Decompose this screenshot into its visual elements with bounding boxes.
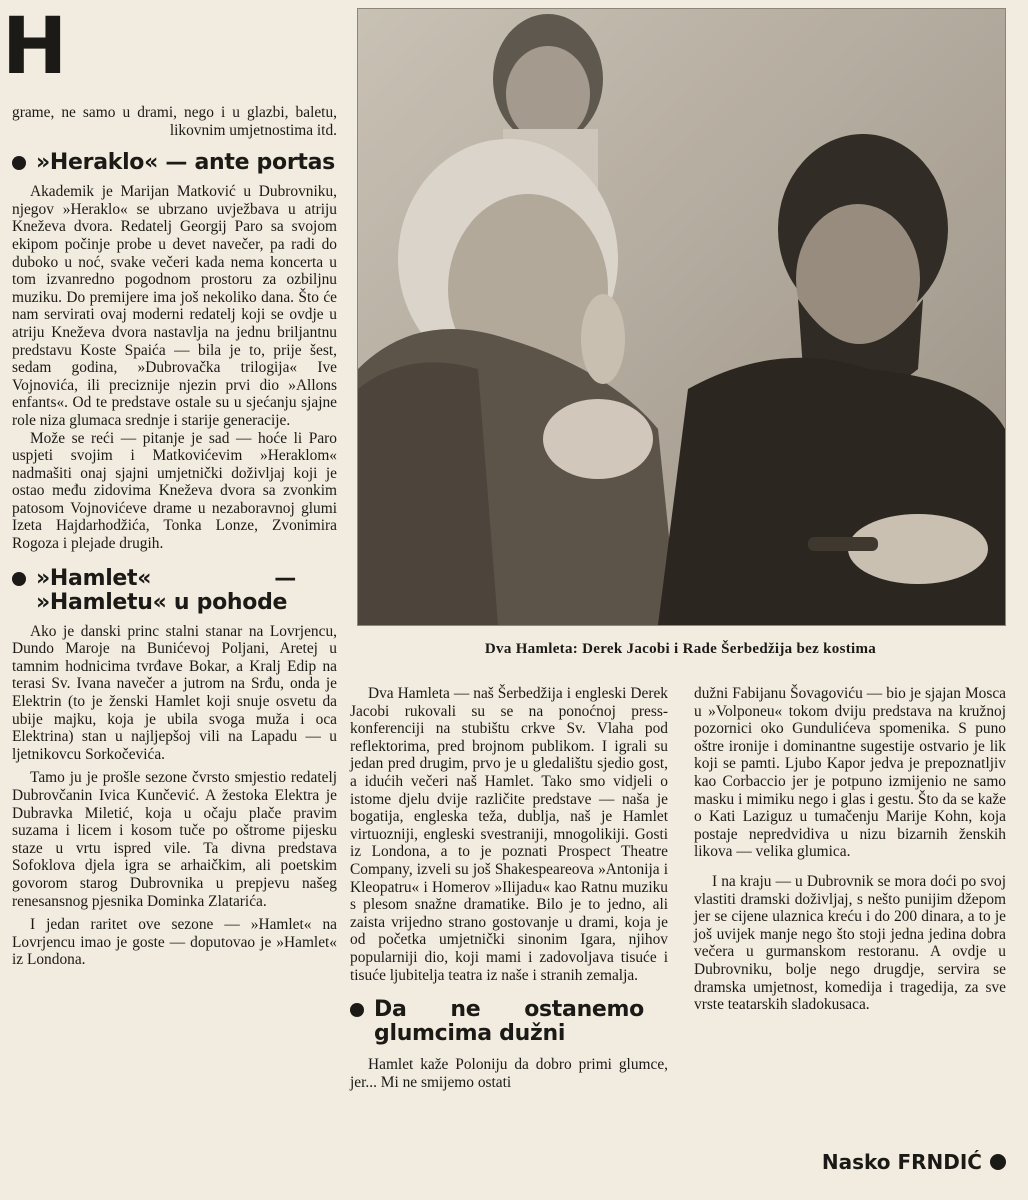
author-signature <box>822 1150 1006 1174</box>
paragraph: Tamo ju je prošle sezone čvrsto smjestio redatelj Dubrovčanin Ivica Kunčević. A žestoka Elektra je Dubravka Miletić, koja u očaju plače pravim suzama i licem i kosom tuče po oštrome pijesku staze u vrtu ispred vile. Ta divna predstava Sofoklova djela igra se arhaičkim, ali poetskim govorom starog Dubrovnika u prepjevu našeg renesansnog pjesnika Dominka Zlatarića. <box>12 769 337 910</box>
paragraph: dužni Fabijanu Šovagoviću — bio je sjajan Mosca u »Volponeu« tokom dviju predstava na kružnoj pozornici oko Gundulićeva spomenika. S puno oštre ironije i dominantne sugestije ostvario je lik koji se pamti. Ljubo Kapor jedva je prepoznatljiv kao Corbaccio jer je potpuno izmijenio ne samo masku i mimiku nego i glas i gestu. Što da se kaže o Kati Laziguz u tumačenju Marije Kohn, koja postaje nepredvidiva u nizu bizarnih ženskih likova — velika glumica. <box>694 685 1006 861</box>
photo-image <box>358 9 1005 625</box>
paragraph: Može se reći — pitanje je sad — hoće li Paro uspjeti svojim i Matkovićevim »Heraklom« nadmašiti onaj sjajni umjetnički doživljaj koji je ostao među zidovima Kneževa dvora sa zvonkim patosom Vojnovićeve drame u nezaboravnoj glumi Izeta Hajdarhodžića, Tonka Lonze, Zvonimira Rogoza i plejade drugih. <box>12 429 337 553</box>
bullet-icon <box>990 1154 1006 1170</box>
bullet-icon <box>12 572 26 586</box>
paragraph: Ako je danski princ stalni stanar na Lovrjencu, Dundo Maroje na Bunićevoj Poljani, Aretej u tamnim hodnicima tvrđave Bokar, a Kralj Edip na terasi Sv. Ivana navečer a jutrom na Srđu, onda je Elektrin (to je ženski Hamlet koji snuje osvetu da ubije majku, koja je ubila svoga muža i oca Elektrina) stan u najljepšoj vili na Lapadu — u ljetnikovcu Sorkočevića. <box>12 622 337 763</box>
bullet-icon <box>350 1003 364 1017</box>
paragraph: Dva Hamleta — naš Šerbedžija i engleski Derek Jacobi rukovali su se na ponoćnoj press-konferenciji na stubištu crkve Sv. Vlaha pod reflektorima, pred brojnom publikom. I igrali su jedan pred drugim, prvo je u gledalištu sjedio gost, a idućih večeri naš Hamlet. Tako smo vidjeli o istome djelu dvije različite predstave — naša je bogatija, engleska teža, dublja, naš je Hamlet virtuozniji, engleski svestraniji, mnogolikiji. Gosti iz Londona, a to je poznati Prospect Theatre Company, izveli su još Shakespeareova »Antonija i Kleopatru« i Homerov »Ilijadu« kao Ratnu muziku s plesom snažne dramatike. Bilo je to jedno, ali zaista vrijedno strano gostovanje u drami, koja je od početka umjetnički sinonim Igara, njihov popularniji dio, koji mami i zadovoljava tisuće i tisuće ljubitelja teatra iz naše i stranih zemalja. <box>350 685 668 984</box>
section-heading-heraklo: »Heraklo« — ante portas <box>12 151 337 175</box>
column-right <box>694 685 1006 1014</box>
intro-paragraph: grame, ne samo u drami, nego i u glazbi, baletu, likovnim umjetnostima itd. <box>12 104 337 139</box>
masthead-letter: H <box>2 2 66 92</box>
section-heading-hamlet: »Hamlet« — »Hamletu« u pohode <box>12 567 337 615</box>
photo-two-hamlets <box>357 8 1006 626</box>
photo-caption: Dva Hamleta: Derek Jacobi i Rade Šerbedžija bez kostima <box>484 641 877 657</box>
paragraph: I jedan raritet ove sezone — »Hamlet« na Lovrjencu imao je goste — doputovao je »Hamlet« iz Londona. <box>12 916 337 969</box>
paragraph: Akademik je Marijan Matković u Dubrovniku, njegov »Heraklo« se ubrzano uvježbava u atriju Kneževa dvora. Redatelj Georgij Paro sa svojom ekipom počinje probe u devet navečer, pa radi do duboko u noć, svake večeri kada nema koncerta u tom izvanredno pogodnom prostoru za ozbiljnu muziku. Do premijere ima još nekoliko dana. Što će nam servirati ovaj moderni redatelj koji se ovdje u atriju Kneževa dvora nastavlja na jednu briljantnu predstavu Koste Spaića — bila je to, prije šest, sedam godina, »Dubrovačka trilogija« Ive Vojnovića, ili preciznije njezin prvi dio »Allons enfants«. Od te predstave ostale su u sjećanju sjajne role niza glumaca srednje i starije generacije. <box>12 183 337 429</box>
bullet-icon <box>12 156 26 170</box>
paragraph: I na kraju — u Dubrovnik se mora doći po svoj vlastiti dramski doživljaj, s nešto punijim džepom jer se cijene ulaznica kreću i do 200 dinara, a to je još uvijek manje nego što stoji jedna jedina dobra večera u gurmanskom restoranu. A ovdje u Dubrovniku, bolje nego drugdje, servira se dramska umjetnost, komedija i tragedija, za sve vrste teatarskih sladokusaca. <box>694 872 1006 1014</box>
author-name: Nasko FRNDIĆ <box>821 1150 982 1174</box>
column-middle <box>350 685 668 1091</box>
paragraph: Hamlet kaže Poloniju da dobro primi glumce, jer... Mi ne smijemo ostati <box>350 1056 668 1091</box>
column-left <box>12 104 337 969</box>
section-heading-glumci: Da ne ostanemo glumcima dužni <box>350 998 668 1046</box>
